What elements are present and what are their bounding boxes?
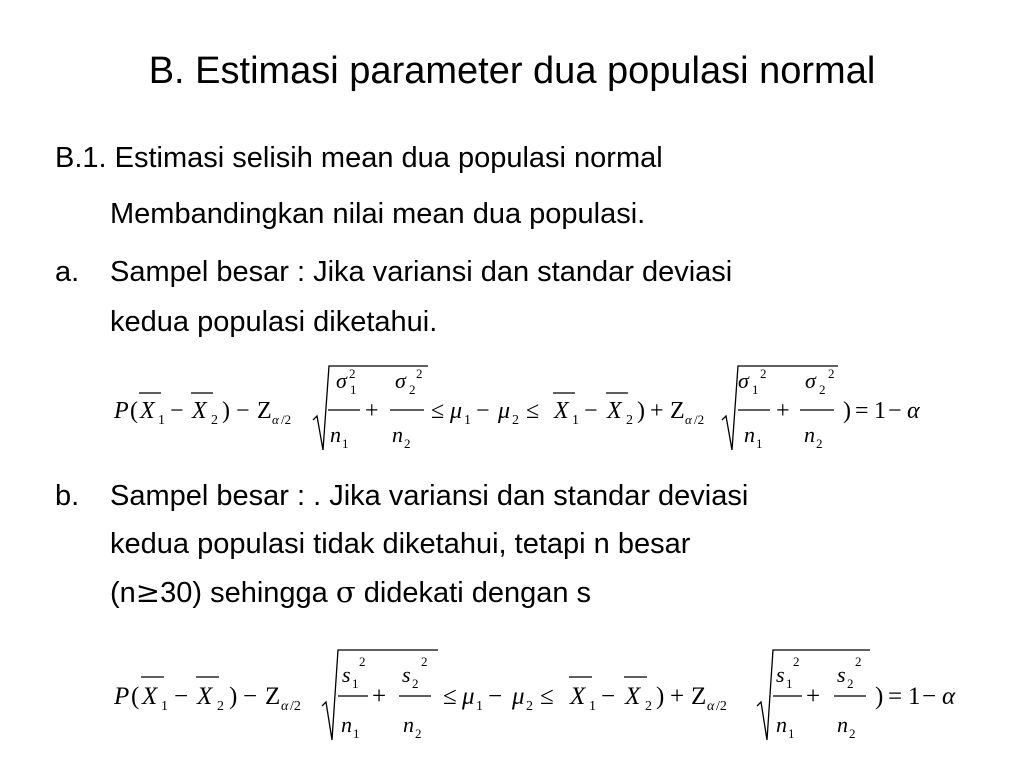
svg-text:2: 2: [349, 366, 356, 381]
formula-known-variance: [110, 362, 950, 458]
item-b-line-3-part2: 30) sehingga: [160, 577, 336, 609]
item-b-line-3-part3: didekati dengan s: [355, 577, 592, 609]
slide-title: B. Estimasi parameter dua populasi normal: [148, 50, 876, 92]
svg-text:/2: /2: [716, 699, 727, 714]
item-b-line-2: kedua populasi tidak diketahui, tetapi n besar: [110, 528, 691, 560]
svg-text:2: 2: [404, 436, 411, 451]
svg-text:): ): [229, 683, 238, 710]
svg-text:): ): [222, 398, 230, 424]
svg-text:=: =: [855, 398, 869, 424]
svg-text:1: 1: [908, 683, 921, 710]
svg-text:≤: ≤: [540, 683, 554, 710]
svg-text:2: 2: [409, 382, 416, 397]
svg-text:2: 2: [819, 382, 826, 397]
svg-text:2: 2: [626, 413, 633, 428]
item-b-line-3-part1: (n: [110, 577, 136, 609]
svg-text:−: −: [174, 683, 189, 710]
svg-text:+: +: [650, 398, 664, 424]
svg-text:n: n: [403, 712, 414, 737]
svg-text:1: 1: [752, 382, 759, 397]
svg-text:Z: Z: [257, 398, 272, 424]
svg-text:1: 1: [161, 699, 168, 714]
svg-text:2: 2: [816, 436, 823, 451]
svg-text:−: −: [243, 683, 258, 710]
svg-text:−: −: [922, 683, 937, 710]
svg-text:μ: μ: [498, 398, 511, 424]
item-b-line-3: [110, 574, 591, 611]
svg-text:1: 1: [352, 676, 359, 691]
svg-text:α: α: [272, 412, 279, 427]
svg-text:1: 1: [589, 699, 596, 714]
sigma-symbol: σ: [335, 575, 356, 609]
svg-text:n: n: [776, 712, 787, 737]
svg-text:n: n: [837, 712, 848, 737]
svg-text:+: +: [372, 683, 387, 710]
svg-text:2: 2: [828, 366, 835, 381]
item-a-line-1: Sampel besar : Jika variansi dan standar deviasi: [110, 256, 733, 288]
svg-text:1: 1: [874, 398, 886, 424]
svg-text:Z: Z: [670, 398, 685, 424]
section-heading: B.1. Estimasi selisih mean dua populasi normal: [55, 142, 663, 174]
svg-text:α: α: [685, 412, 692, 427]
svg-text:2: 2: [645, 699, 652, 714]
svg-text:μ: μ: [450, 398, 463, 424]
svg-text:): ): [656, 683, 665, 710]
svg-text:X: X: [142, 683, 158, 710]
svg-text:n: n: [392, 422, 403, 447]
var-symbol-2a: σ: [395, 368, 406, 393]
svg-text:Z: Z: [265, 683, 281, 710]
svg-text:2: 2: [359, 654, 366, 669]
var-symbol-1b: σ: [738, 368, 749, 393]
svg-text:P: P: [114, 683, 130, 710]
var-symbol-4a: s: [402, 662, 411, 687]
svg-text:n: n: [744, 422, 755, 447]
svg-text:/2: /2: [290, 699, 301, 714]
svg-text:−: −: [236, 398, 250, 424]
svg-text:X: X: [197, 683, 213, 710]
svg-text:): ): [875, 683, 884, 710]
svg-text:2: 2: [855, 654, 862, 669]
svg-text:(: (: [130, 398, 138, 424]
svg-text:−: −: [488, 683, 503, 710]
item-b-line-1: Sampel besar : . Jika variansi dan standar deviasi: [110, 480, 749, 512]
svg-text:2: 2: [211, 413, 218, 428]
svg-text:−: −: [888, 398, 902, 424]
svg-text:2: 2: [793, 654, 800, 669]
svg-text:1: 1: [756, 436, 763, 451]
svg-text:≤: ≤: [443, 683, 457, 710]
svg-text:/2: /2: [694, 412, 705, 427]
svg-text:/2: /2: [281, 412, 292, 427]
svg-text:2: 2: [760, 366, 767, 381]
svg-text:μ: μ: [512, 683, 525, 710]
svg-text:): ): [843, 398, 851, 424]
svg-text:X: X: [570, 683, 586, 710]
var-symbol-2b: σ: [805, 368, 816, 393]
svg-text:−: −: [170, 398, 184, 424]
svg-text:2: 2: [421, 654, 428, 669]
svg-text:1: 1: [572, 413, 579, 428]
svg-text:1: 1: [788, 726, 795, 741]
svg-text:2: 2: [526, 699, 533, 714]
svg-text:1: 1: [350, 382, 357, 397]
svg-text:μ: μ: [462, 683, 475, 710]
svg-text:X: X: [607, 398, 622, 424]
svg-text:+: +: [670, 683, 685, 710]
svg-text:n: n: [804, 422, 815, 447]
svg-text:=: =: [888, 683, 903, 710]
svg-text:α: α: [707, 699, 715, 714]
svg-text:(: (: [131, 683, 140, 710]
svg-text:): ): [637, 398, 645, 424]
svg-text:1: 1: [158, 413, 165, 428]
var-symbol-1a: σ: [336, 368, 347, 393]
svg-text:+: +: [776, 398, 790, 424]
svg-text:2: 2: [217, 699, 224, 714]
svg-text:X: X: [554, 398, 569, 424]
svg-text:1: 1: [476, 699, 483, 714]
var-symbol-4b: s: [837, 662, 846, 687]
svg-text:1: 1: [464, 413, 471, 428]
svg-text:2: 2: [512, 413, 519, 428]
svg-text:X: X: [140, 398, 155, 424]
svg-text:n: n: [330, 422, 341, 447]
var-symbol-3a: s: [342, 662, 351, 687]
svg-text:−: −: [601, 683, 616, 710]
formula-unknown-variance: [110, 646, 990, 748]
svg-text:2: 2: [847, 676, 854, 691]
svg-text:X: X: [192, 398, 207, 424]
svg-text:+: +: [806, 683, 821, 710]
svg-text:−: −: [476, 398, 490, 424]
svg-text:≤: ≤: [526, 398, 540, 424]
svg-text:α: α: [907, 398, 920, 424]
svg-text:−: −: [584, 398, 598, 424]
section-intro: Membandingkan nilai mean dua populasi.: [110, 198, 646, 230]
var-symbol-3b: s: [776, 662, 785, 687]
svg-text:1: 1: [342, 436, 349, 451]
item-b-marker: b.: [55, 480, 80, 512]
svg-text:1: 1: [786, 676, 793, 691]
svg-text:Z: Z: [691, 683, 707, 710]
svg-text:1: 1: [353, 726, 360, 741]
item-a-marker: a.: [55, 256, 80, 288]
svg-text:2: 2: [849, 726, 856, 741]
svg-text:P: P: [114, 398, 129, 424]
svg-text:α: α: [281, 699, 289, 714]
svg-text:α: α: [942, 683, 956, 710]
svg-text:2: 2: [412, 676, 419, 691]
geq-symbol: ≥: [135, 575, 161, 609]
svg-text:≤: ≤: [431, 398, 445, 424]
item-a-line-2: kedua populasi diketahui.: [110, 306, 438, 338]
svg-text:+: +: [365, 398, 379, 424]
svg-text:n: n: [341, 712, 352, 737]
svg-text:2: 2: [415, 726, 422, 741]
svg-text:2: 2: [416, 366, 423, 381]
svg-text:X: X: [625, 683, 641, 710]
